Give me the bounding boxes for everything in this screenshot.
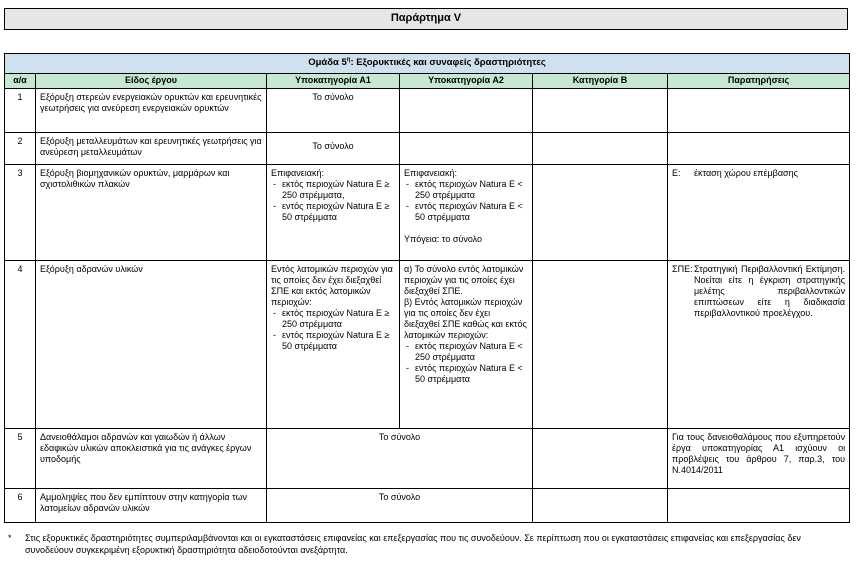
notes [668,165,850,261]
notes [668,489,850,523]
row-number: 6 [5,489,36,523]
a1-list [271,308,395,352]
notes [668,89,850,133]
notes: Για τους δανειοθαλάμους που εξυπηρετούν έργα υποκατηγορίας Α1 ισχύουν οι προβλέψεις του άρθρου 7, παρ.3, του Ν.4014/2011 [668,429,850,489]
note-text: έκταση χώρου επέμβασης [694,168,798,178]
category-b [533,261,668,429]
projects-table [4,53,850,523]
subcategory-a2 [400,89,533,133]
category-b [533,133,668,165]
a2-para-b: β) Εντός λατομικών περιοχών για τις οποίες δεν έχει διεξαχθεί ΣΠΕ καθώς και εκτός λατομικών περιοχών: [404,296,527,340]
project-type: Δανειοθάλαμοι αδρανών και γαιωδών ή άλλων εδαφικών υλικών αποκλειστικά για τις ανάγκες έργων υποδομής [36,429,267,489]
table-row [5,261,850,429]
row-number: 3 [5,165,36,261]
col-header-project: Είδος έργου [36,74,267,89]
project-type: Εξόρυξη μεταλλευμάτων και ερευνητικές γεωτρήσεις για ανεύρεση μεταλλευμάτων [36,133,267,165]
list-item: - εκτός περιοχών Natura Ε < 250 στρέμματα [404,179,528,201]
subcategory-a2 [400,133,533,165]
col-header-notes: Παρατηρήσεις [668,74,850,89]
category-b [533,165,668,261]
notes [668,261,850,429]
a1-intro: Επιφανειακή: [271,168,324,178]
col-header-a2: Υποκατηγορία Α2 [400,74,533,89]
footnote-mark: * [8,533,12,543]
table-row [5,489,850,523]
project-type: Εξόρυξη αδρανών υλικών [36,261,267,429]
a1-intro: Εντός λατομικών περιοχών για τις οποίες δεν έχει διεξαχθεί ΣΠΕ και εκτός λατομικών περιοχών: [271,264,393,307]
row-number: 4 [5,261,36,429]
table-row [5,165,850,261]
subcategory-a1: Το σύνολο [267,89,400,133]
col-header-a1: Υποκατηγορία Α1 [267,74,400,89]
subcategory-a1-a2: Το σύνολο [267,489,533,523]
subcategory-a1: Το σύνολο [267,133,400,165]
footnote [8,533,846,556]
row-number: 2 [5,133,36,165]
note-text: Στρατηγική Περιβαλλοντική Εκτίμηση. Νοείται είτε η έγκριση στρατηγικής μελέτης περιβαλλοντικών επιπτώσεων είτε η διαδικασία περιβαλλοντικού προελέγχου. [694,264,846,318]
table-row [5,89,850,133]
subcategory-a1 [267,261,400,429]
row-number: 5 [5,429,36,489]
a2-para-a: α) Το σύνολο εντός λατομικών περιοχών για τις οποίες έχει διεξαχθεί ΣΠΕ. [404,264,524,296]
a2-list [404,341,528,385]
project-type: Εξόρυξη στερεών ενεργειακών ορυκτών και ερευνητικές γεωτρήσεις για ανεύρεση ενεργειακών ορυκτών [36,89,267,133]
subcategory-a1 [267,165,400,261]
list-item: - εκτός περιοχών Natura Ε ≥ 250 στρέμματα, [271,179,395,201]
list-item: - εντός περιοχών Natura Ε < 50 στρέμματα [404,201,528,223]
project-type: Εξόρυξη βιομηχανικών ορυκτών, μαρμάρων και σχιστολιθικών πλακών [36,165,267,261]
col-header-aa: α/α [5,74,36,89]
a2-underground: Υπόγεια: το σύνολο [404,233,483,244]
annex-title: Παράρτημα V [4,8,848,30]
list-item: - εντός περιοχών Natura Ε ≥ 50 στρέμματα [271,330,395,352]
table-row [5,429,850,489]
a2-list [404,179,528,223]
note-key: ΣΠΕ: [672,264,693,274]
subcategory-a2 [400,261,533,429]
list-item: - εντός περιοχών Natura Ε < 50 στρέμματα [404,363,528,385]
a2-intro: Επιφανειακή: [404,168,457,178]
list-item: - εκτός περιοχών Natura Ε < 250 στρέμματα [404,341,528,363]
group-title: Ομάδα $5^\eta$: Εξορυκτικές και συναφείς δραστηριότητες [5,54,850,74]
subcategory-a2 [400,165,533,261]
table-row [5,133,850,165]
notes [668,133,850,165]
category-b [533,89,668,133]
a1-list [271,179,395,223]
list-item: - εντός περιοχών Natura Ε ≥ 50 στρέμματα [271,201,395,223]
footnote-text: Στις εξορυκτικές δραστηριότητες συμπεριλαμβάνονται και οι εγκαταστάσεις επιφανείας και επεξεργασίας που τις συνοδεύουν. Σε περίπτωση που οι εγκαταστάσεις επιφανείας και επεξεργασίας δεν συνοδεύουν συγκεκριμένη εξορυκτική δραστηριότητα αδειοδοτούνται ανεξάρτητα. [25,533,801,555]
note-key: Ε: [672,168,681,178]
list-item: - εκτός περιοχών Natura Ε ≥ 250 στρέμματα [271,308,395,330]
subcategory-a1-a2: Το σύνολο [267,429,533,489]
col-header-b: Κατηγορία Β [533,74,668,89]
category-b [533,489,668,523]
row-number: 1 [5,89,36,133]
category-b [533,429,668,489]
project-type: Αμμοληψίες που δεν εμπίπτουν στην κατηγορία των λατομείων αδρανών υλικών [36,489,267,523]
